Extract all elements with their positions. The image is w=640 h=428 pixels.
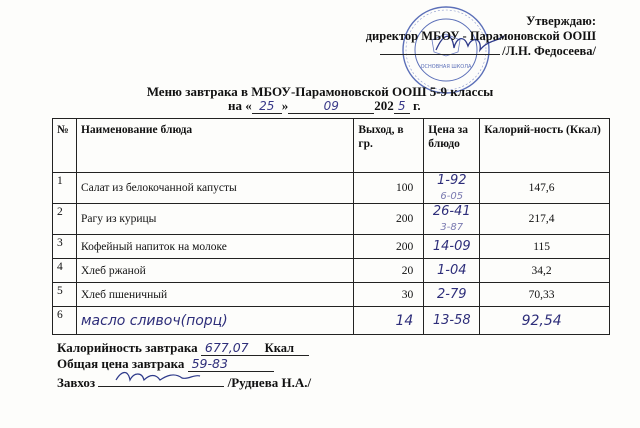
- manager-signature-line: [98, 372, 224, 387]
- calories-number: 677,07: [204, 340, 249, 355]
- row-price: 14-09: [424, 235, 480, 259]
- row-price-note: 6-05: [440, 191, 464, 202]
- row-output: 30: [354, 283, 424, 307]
- row-calories: 115: [480, 235, 610, 259]
- date-year-digit: 5: [394, 100, 410, 114]
- table-row: [53, 283, 610, 307]
- row-price-value: 1-92: [436, 173, 467, 188]
- row-num: 3: [53, 235, 77, 259]
- row-output: 14: [354, 307, 424, 335]
- date-suffix: г.: [413, 98, 421, 113]
- row-name: Рагу из курицы: [76, 204, 353, 235]
- manager-signature: [112, 368, 202, 384]
- header-output: Выход, в гр.: [354, 119, 424, 173]
- price-label: Общая цена завтрака: [57, 356, 185, 371]
- signature-underline: [380, 44, 500, 55]
- price-value: 59-83: [188, 357, 274, 372]
- row-num: 5: [53, 283, 77, 307]
- approval-position: директор МБОУ - Парамоновской ООШ: [365, 29, 596, 43]
- row-num: 6: [53, 307, 77, 335]
- header-name: Наименование блюда: [76, 119, 353, 173]
- footer-manager: [57, 372, 311, 391]
- row-output: 100: [354, 173, 424, 204]
- header-num: №: [53, 119, 77, 173]
- table-header-row: [53, 119, 610, 173]
- row-name: Кофейный напиток на молоке: [76, 235, 353, 259]
- row-num: 2: [53, 204, 77, 235]
- table-row: [53, 307, 610, 335]
- row-calories: 92,54: [480, 307, 610, 335]
- menu-date: [228, 98, 421, 114]
- date-day: 25: [252, 100, 282, 114]
- row-name: Хлеб пшеничный: [76, 283, 353, 307]
- row-num: 1: [53, 173, 77, 204]
- date-year-prefix: 202: [374, 98, 394, 113]
- row-price: [424, 173, 480, 204]
- menu-table: [52, 118, 610, 335]
- footer-block: [57, 340, 311, 391]
- document-title: Меню завтрака в МБОУ-Парамоновской ООШ 5-9 классы: [146, 84, 494, 99]
- manager-label: Завхоз: [57, 375, 96, 390]
- calories-value: [201, 341, 309, 356]
- approval-heading: Утверждаю:: [526, 14, 596, 28]
- manager-name: /Руднева Н.А./: [227, 375, 312, 390]
- table-row: [53, 173, 610, 204]
- table-row: [53, 204, 610, 235]
- row-price: 13-58: [424, 307, 480, 335]
- footer-calories: [57, 340, 311, 356]
- row-price-value: 26-41: [432, 204, 471, 219]
- row-name: Салат из белокочанной капусты: [76, 173, 353, 204]
- stamp-text: ОСНОВНАЯ ШКОЛА: [420, 64, 472, 70]
- approval-signature-line: [366, 44, 596, 59]
- date-month: 09: [288, 100, 374, 114]
- row-price: 1-04: [424, 259, 480, 283]
- approval-name: /Л.Н. Федосеева/: [502, 44, 596, 58]
- row-calories: 147,6: [480, 173, 610, 204]
- header-calories: Калорий-ность (Ккал): [480, 119, 610, 173]
- approval-block: [366, 14, 596, 59]
- row-output: 200: [354, 235, 424, 259]
- row-calories: 70,33: [480, 283, 610, 307]
- table-row: [53, 235, 610, 259]
- date-mid: »: [281, 98, 289, 113]
- date-prefix: на «: [228, 98, 252, 113]
- row-name: масло сливоч(порц): [76, 307, 353, 335]
- row-output: 20: [354, 259, 424, 283]
- row-output: 200: [354, 204, 424, 235]
- row-price: [424, 204, 480, 235]
- row-price: 2-79: [424, 283, 480, 307]
- calories-label: Калорийность завтрака: [57, 340, 198, 355]
- row-calories: 217,4: [480, 204, 610, 235]
- row-num: 4: [53, 259, 77, 283]
- row-calories: 34,2: [480, 259, 610, 283]
- header-price: Цена за блюдо: [424, 119, 480, 173]
- table-row: [53, 259, 610, 283]
- row-price-note: 3-87: [440, 222, 464, 233]
- row-name: Хлеб ржаной: [76, 259, 353, 283]
- calories-unit: Ккал: [264, 341, 295, 355]
